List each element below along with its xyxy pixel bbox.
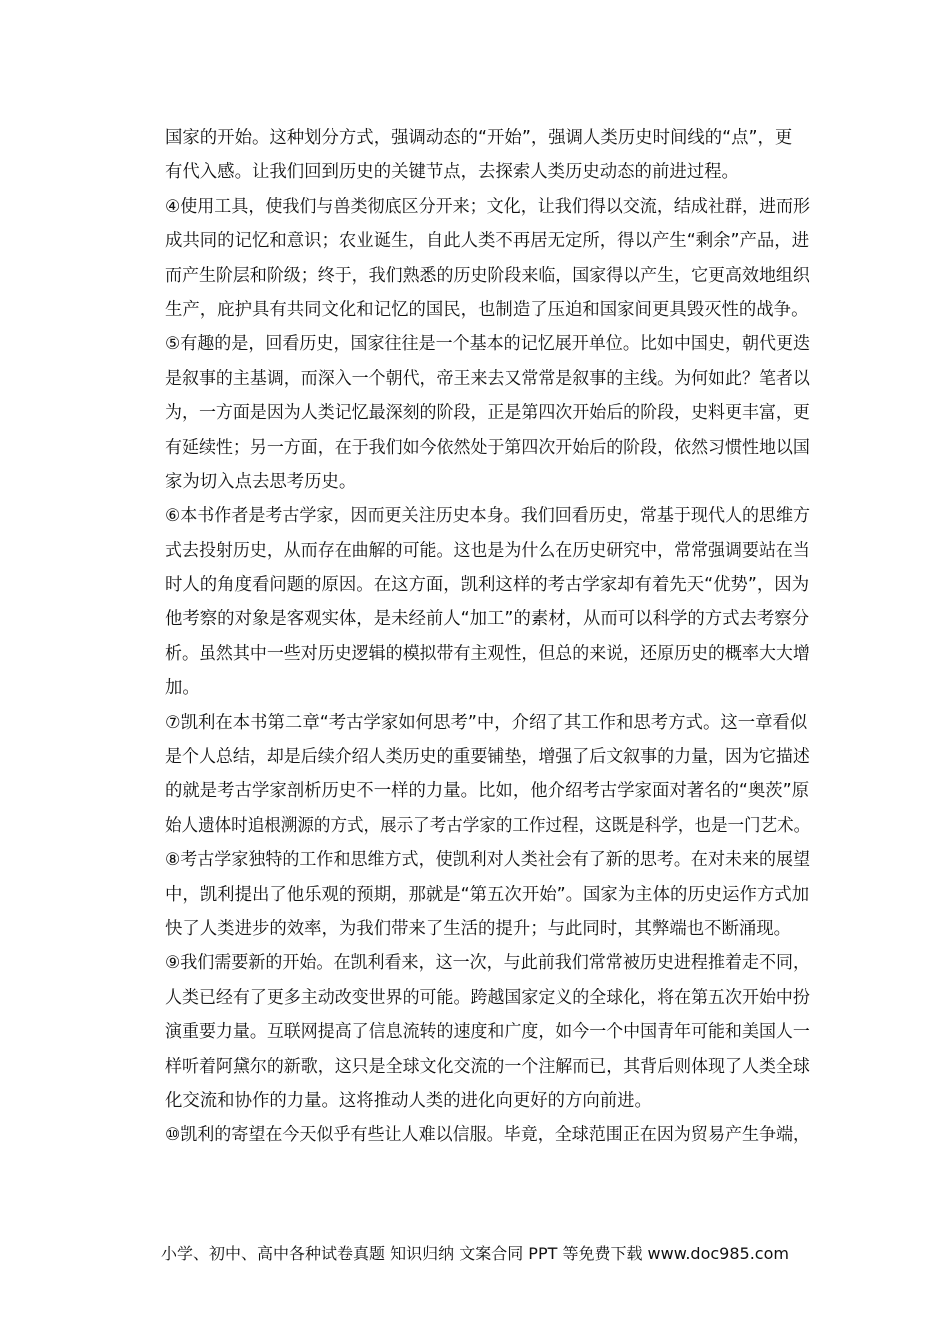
text-line: 成共同的记忆和意识；农业诞生，自此人类不再居无定所，得以产生“剩余”产品，进 [165, 231, 810, 252]
text-line: ⑤有趣的是，回看历史，国家往往是一个基本的记忆展开单位。比如中国史，朝代更迭 [165, 334, 811, 355]
text-line: ⑨我们需要新的开始。在凯利看来，这一次，与此前我们常常被历史进程推着走不同， [165, 953, 811, 974]
text-line: 家为切入点去思考历史。 [165, 471, 357, 492]
page-footer: 小学、初中、高中各种试卷真题 知识归纳 文案合同 PPT 等免费下载 www.doc985.com [161, 1244, 789, 1263]
document-body [165, 121, 810, 1153]
text-line: 的就是考古学家剖析历史不一样的力量。比如，他介绍考古学家面对著名的“奥茨”原 [165, 781, 810, 802]
text-line: 人类已经有了更多主动改变世界的可能。跨越国家定义的全球化，将在第五次开始中扮 [165, 987, 810, 1008]
text-line: 中，凯利提出了他乐观的预期，那就是“第五次开始”。国家为主体的历史运作方式加 [165, 884, 810, 905]
text-line: ⑧考古学家独特的工作和思维方式，使凯利对人类社会有了新的思考。在对未来的展望 [165, 850, 811, 871]
text-line: 国家的开始。这种划分方式，强调动态的“开始”，强调人类历史时间线的“点”，更 [165, 128, 793, 148]
text-line: 快了人类进步的效率，为我们带来了生活的提升；与此同时，其弊端也不断涌现。 [165, 918, 792, 939]
text-line: 时人的角度看问题的原因。在这方面，凯利这样的考古学家却有着先天“优势”，因为 [165, 575, 810, 596]
text-line: 是个人总结，却是后续介绍人类历史的重要铺垫，增强了后文叙事的力量，因为它描述 [165, 747, 810, 768]
text-line: 有代入感。让我们回到历史的关键节点，去探索人类历史动态的前进过程。 [165, 162, 739, 183]
text-line: 始人遗体时追根溯源的方式，展示了考古学家的工作过程，这既是科学，也是一门艺术。 [165, 815, 811, 836]
text-line: 演重要力量。互联网提高了信息流转的速度和广度，如今一个中国青年可能和美国人一 [165, 1022, 810, 1043]
text-line: 而产生阶层和阶级；终于，我们熟悉的历史阶段来临，国家得以产生，它更高效地组织 [165, 265, 810, 286]
text-line: 析。虽然其中一些对历史逻辑的模拟带有主观性，但总的来说，还原历史的概率大大增 [165, 643, 810, 664]
text-line: 是叙事的主基调，而深入一个朝代，帝王来去又常常是叙事的主线。为何如此？笔者以 [165, 368, 810, 389]
text-line: 加。 [165, 678, 200, 699]
text-line: ⑦凯利在本书第二章“考古学家如何思考”中，介绍了其工作和思考方式。这一章看似 [165, 712, 808, 733]
text-line: 他考察的对象是客观实体，是未经前人“加工”的素材，从而可以科学的方式去考察分 [165, 609, 810, 630]
text-line: 生产，庇护具有共同文化和记忆的国民，也制造了压迫和国家间更具毁灭性的战争。 [165, 299, 809, 320]
text-line: ④使用工具，使我们与兽类彻底区分开来；文化，让我们得以交流，结成社群，进而形 [165, 196, 811, 217]
text-line: 为，一方面是因为人类记忆最深刻的阶段，正是第四次开始后的阶段，史料更丰富，更 [165, 403, 810, 424]
text-line: 有延续性；另一方面，在于我们如今依然处于第四次开始后的阶段，依然习惯性地以国 [165, 437, 810, 458]
text-line: ⑥本书作者是考古学家，因而更关注历史本身。我们回看历史，常基于现代人的思维方 [165, 506, 811, 527]
text-line: 样听着阿黛尔的新歌，这只是全球文化交流的一个注解而已，其背后则体现了人类全球 [165, 1056, 810, 1077]
text-line: ⑩凯利的寄望在今天似乎有些让人难以信服。毕竟，全球范围正在因为贸易产生争端， [165, 1125, 811, 1146]
text-line: 化交流和协作的力量。这将推动人类的进化向更好的方向前进。 [165, 1090, 652, 1111]
text-line: 式去投射历史，从而存在曲解的可能。这也是为什么在历史研究中，常常强调要站在当 [165, 540, 810, 561]
